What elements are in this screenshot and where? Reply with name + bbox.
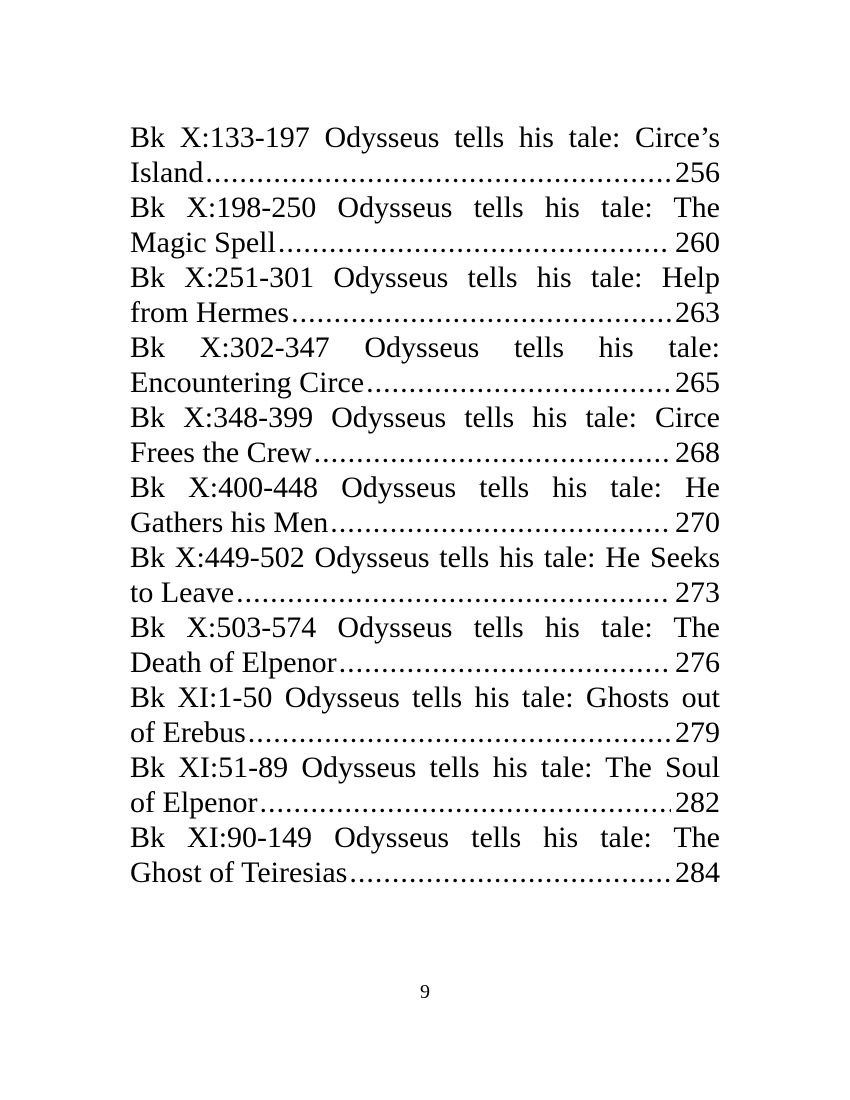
dot-leader: [366, 365, 671, 400]
dot-leader: [278, 225, 671, 260]
dot-leader: [259, 785, 671, 820]
dot-leader: [314, 435, 671, 470]
toc-entry-title-continued: to Leave: [130, 576, 235, 609]
toc-entry-title: Bk X:449-502 Odysseus tells his tale: He Seeks: [130, 541, 720, 574]
toc-entry-page: 284: [675, 856, 720, 889]
toc-entry-page: 265: [675, 366, 720, 399]
toc-entry[interactable]: [130, 400, 720, 470]
toc-entry[interactable]: [130, 260, 720, 330]
dot-leader: [291, 295, 671, 330]
toc-entry-page: 260: [675, 226, 720, 259]
toc-entry-title-continued: Death of Elpenor: [130, 646, 337, 679]
toc-entry-page: 268: [675, 436, 720, 469]
toc-entry-title: Bk X:133-197 Odysseus tells his tale: Circe’s: [130, 121, 720, 154]
toc-entry-title: Bk X:400-448 Odysseus tells his tale: He: [130, 471, 720, 504]
toc-entry-title: Bk X:302-347 Odysseus tells his tale:: [130, 331, 720, 364]
toc-entry-title-continued: Ghost of Teiresias: [130, 856, 348, 889]
toc-entry-page: 270: [675, 506, 720, 539]
toc-entry-title: Bk X:503-574 Odysseus tells his tale: The: [130, 611, 720, 644]
toc-entry[interactable]: [130, 750, 720, 820]
dot-leader: [205, 155, 671, 190]
dot-leader: [339, 645, 671, 680]
toc-entry-page: 256: [675, 156, 720, 189]
toc-entry-title-continued: from Hermes: [130, 296, 290, 329]
toc-entry-title-continued: of Erebus: [130, 716, 246, 749]
toc-entry-title-continued: Island: [130, 156, 204, 189]
toc-entry-title-continued: of Elpenor: [130, 786, 258, 819]
toc-entry-title: Bk X:198-250 Odysseus tells his tale: The: [130, 191, 720, 224]
dot-leader: [236, 575, 671, 610]
toc-entry-title-continued: Frees the Crew: [130, 436, 312, 469]
toc-entry[interactable]: [130, 120, 720, 190]
toc-entry-title: Bk XI:90-149 Odysseus tells his tale: The: [130, 821, 720, 854]
toc-entry-page: 276: [675, 646, 720, 679]
toc-entry-title: Bk X:251-301 Odysseus tells his tale: Help: [130, 261, 720, 294]
toc-entry-title-continued: Gathers his Men: [130, 506, 329, 539]
toc-entry[interactable]: [130, 330, 720, 400]
dot-leader: [330, 505, 671, 540]
toc-entry-title: Bk XI:51-89 Odysseus tells his tale: The Soul: [130, 751, 720, 784]
toc-entry[interactable]: [130, 470, 720, 540]
toc-entry-page: 263: [675, 296, 720, 329]
toc-entry-title: Bk X:348-399 Odysseus tells his tale: Circe: [130, 401, 720, 434]
toc-entry-page: 273: [675, 576, 720, 609]
toc-entry[interactable]: [130, 680, 720, 750]
toc-entry[interactable]: [130, 820, 720, 890]
toc-entry[interactable]: [130, 190, 720, 260]
toc-entry-title-continued: Magic Spell: [130, 226, 276, 259]
page-number: 9: [420, 981, 430, 1003]
toc-entry[interactable]: [130, 540, 720, 610]
toc-entry-title-continued: Encountering Circe: [130, 366, 365, 399]
toc-entry-page: 282: [675, 786, 720, 819]
table-of-contents: [130, 120, 720, 890]
toc-entry-page: 279: [675, 716, 720, 749]
toc-entry-title: Bk XI:1-50 Odysseus tells his tale: Ghosts out: [130, 681, 720, 714]
dot-leader: [248, 715, 671, 750]
toc-entry[interactable]: [130, 610, 720, 680]
dot-leader: [349, 855, 671, 890]
